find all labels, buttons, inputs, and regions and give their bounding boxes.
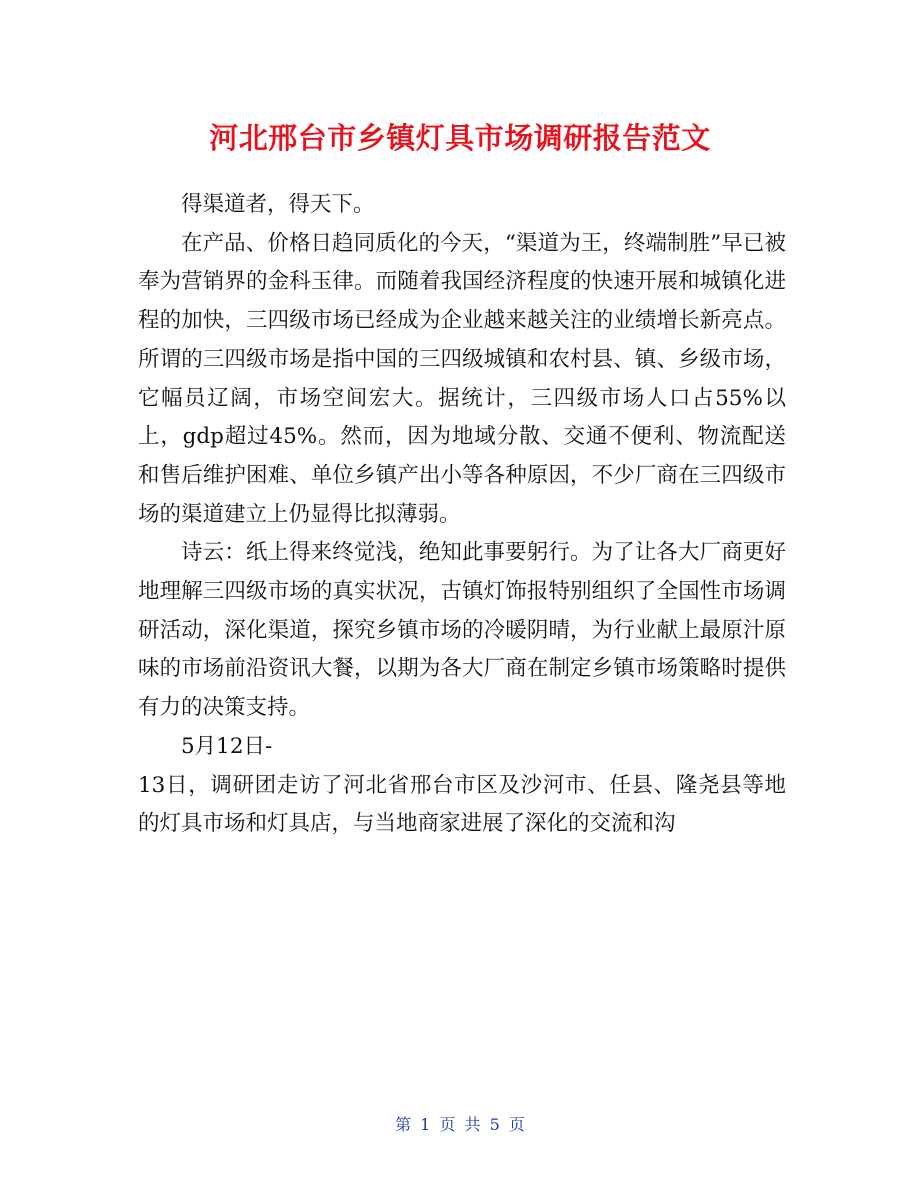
paragraph: 诗云：纸上得来终觉浅，绝知此事要躬行。为了让各大厂商更好地理解三四级市场的真实状况，古镇灯饰报特别组织了全国性市场调研活动，深化渠道，探究乡镇市场的冷暖阴晴，为行业献上最原汁原味的市场前沿资讯大餐，以期为各大厂商在制定乡镇市场策略时提供有力的决策支持。: [138, 540, 786, 721]
page-footer: 第 1 页 共 5 页: [395, 1115, 525, 1134]
document-title: 河北邢台市乡镇灯具市场调研报告范文: [209, 121, 711, 155]
paragraph: 5月12日-: [181, 733, 273, 759]
paragraph: 得渠道者，得天下。: [181, 192, 375, 217]
paragraph: 在产品、价格日趋同质化的今天，“渠道为王，终端制胜”早已被奉为营销界的金科玉律。而随着我国经济程度的快速开展和城镇化进程的加快，三四级市场已经成为企业越来越关注的业绩增长新亮点。所谓的三四级市场是指中国的三四级城镇和农村县、镇、乡级市场，它幅员辽阔，市场空间宏大。据统计，三四级市场人口占55%以上，gdp超过45%。然而，因为地域分散、交通不便利、物流配送和售后维护困难、单位乡镇产出小等各种原因，不少厂商在三四级市场的渠道建立上仍显得比拟薄弱。: [138, 230, 786, 527]
paragraph: 13日，调研团走访了河北省邢台市区及沙河市、任县、隆尧县等地的灯具市场和灯具店，与当地商家进展了深化的交流和沟: [138, 772, 786, 837]
document-body: [138, 186, 786, 844]
